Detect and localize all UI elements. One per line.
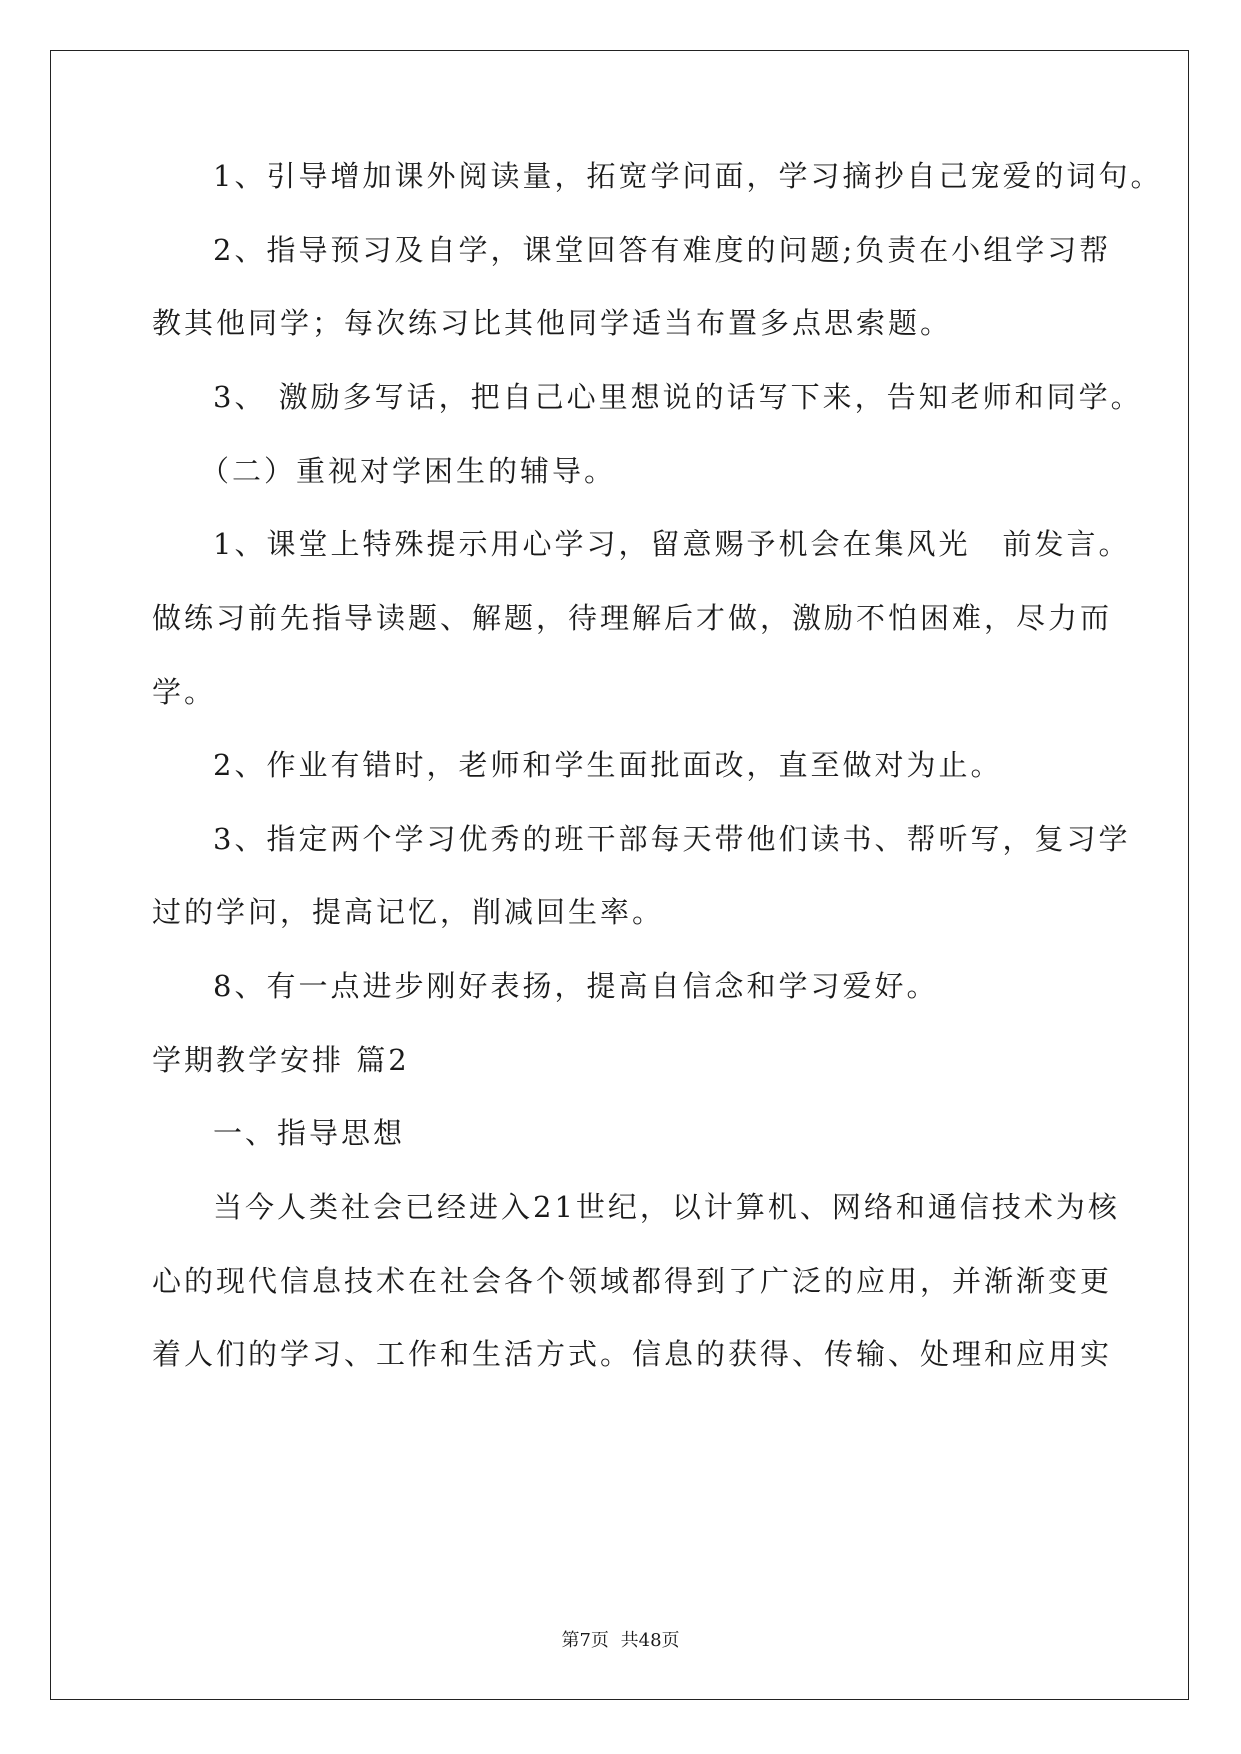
paragraph-line: 学。 [152, 675, 217, 709]
section-heading: （二）重视对学困生的辅导。 [200, 454, 617, 488]
paragraph-line: 8、有一点进步刚好表扬，提高自信念和学习爱好。 [213, 969, 939, 1003]
paragraph-line: 过的学问，提高记忆，削减回生率。 [152, 895, 665, 929]
paragraph-line: 心的现代信息技术在社会各个领域都得到了广泛的应用，并渐渐变更 [152, 1264, 1113, 1298]
paragraph-line: 教其他同学；每次练习比其他同学适当布置多点思索题。 [152, 306, 953, 340]
article-title: 学期教学安排 篇2 [152, 1043, 410, 1077]
paragraph-line: 1、课堂上特殊提示用心学习，留意赐予机会在集风光 前发言。 [213, 527, 1131, 561]
paragraph-line: 1、引导增加课外阅读量，拓宽学问面，学习摘抄自己宠爱的词句。 [213, 159, 1163, 193]
page-border [50, 50, 1189, 1700]
page-footer [0, 1629, 1241, 1653]
paragraph-line: 着人们的学习、工作和生活方式。信息的获得、传输、处理和应用实 [152, 1337, 1113, 1371]
paragraph-line: 3、指定两个学习优秀的班干部每天带他们读书、帮听写，复习学 [213, 822, 1131, 856]
page-number: 第7页 [561, 1630, 609, 1651]
paragraph-line: 2、作业有错时，老师和学生面批面改，直至做对为止。 [213, 748, 1003, 782]
total-pages: 共48页 [620, 1630, 680, 1651]
paragraph-line: 2、指导预习及自学，课堂回答有难度的问题;负责在小组学习帮 [213, 233, 1112, 267]
paragraph-line: 当今人类社会已经进入21世纪，以计算机、网络和通信技术为核 [213, 1190, 1120, 1224]
paragraph-line: 做练习前先指导读题、解题，待理解后才做，激励不怕困难，尽力而 [152, 601, 1113, 635]
paragraph-line: 3、 激励多写话，把自己心里想说的话写下来，告知老师和同学。 [213, 380, 1143, 414]
section-heading: 一、指导思想 [213, 1116, 406, 1150]
